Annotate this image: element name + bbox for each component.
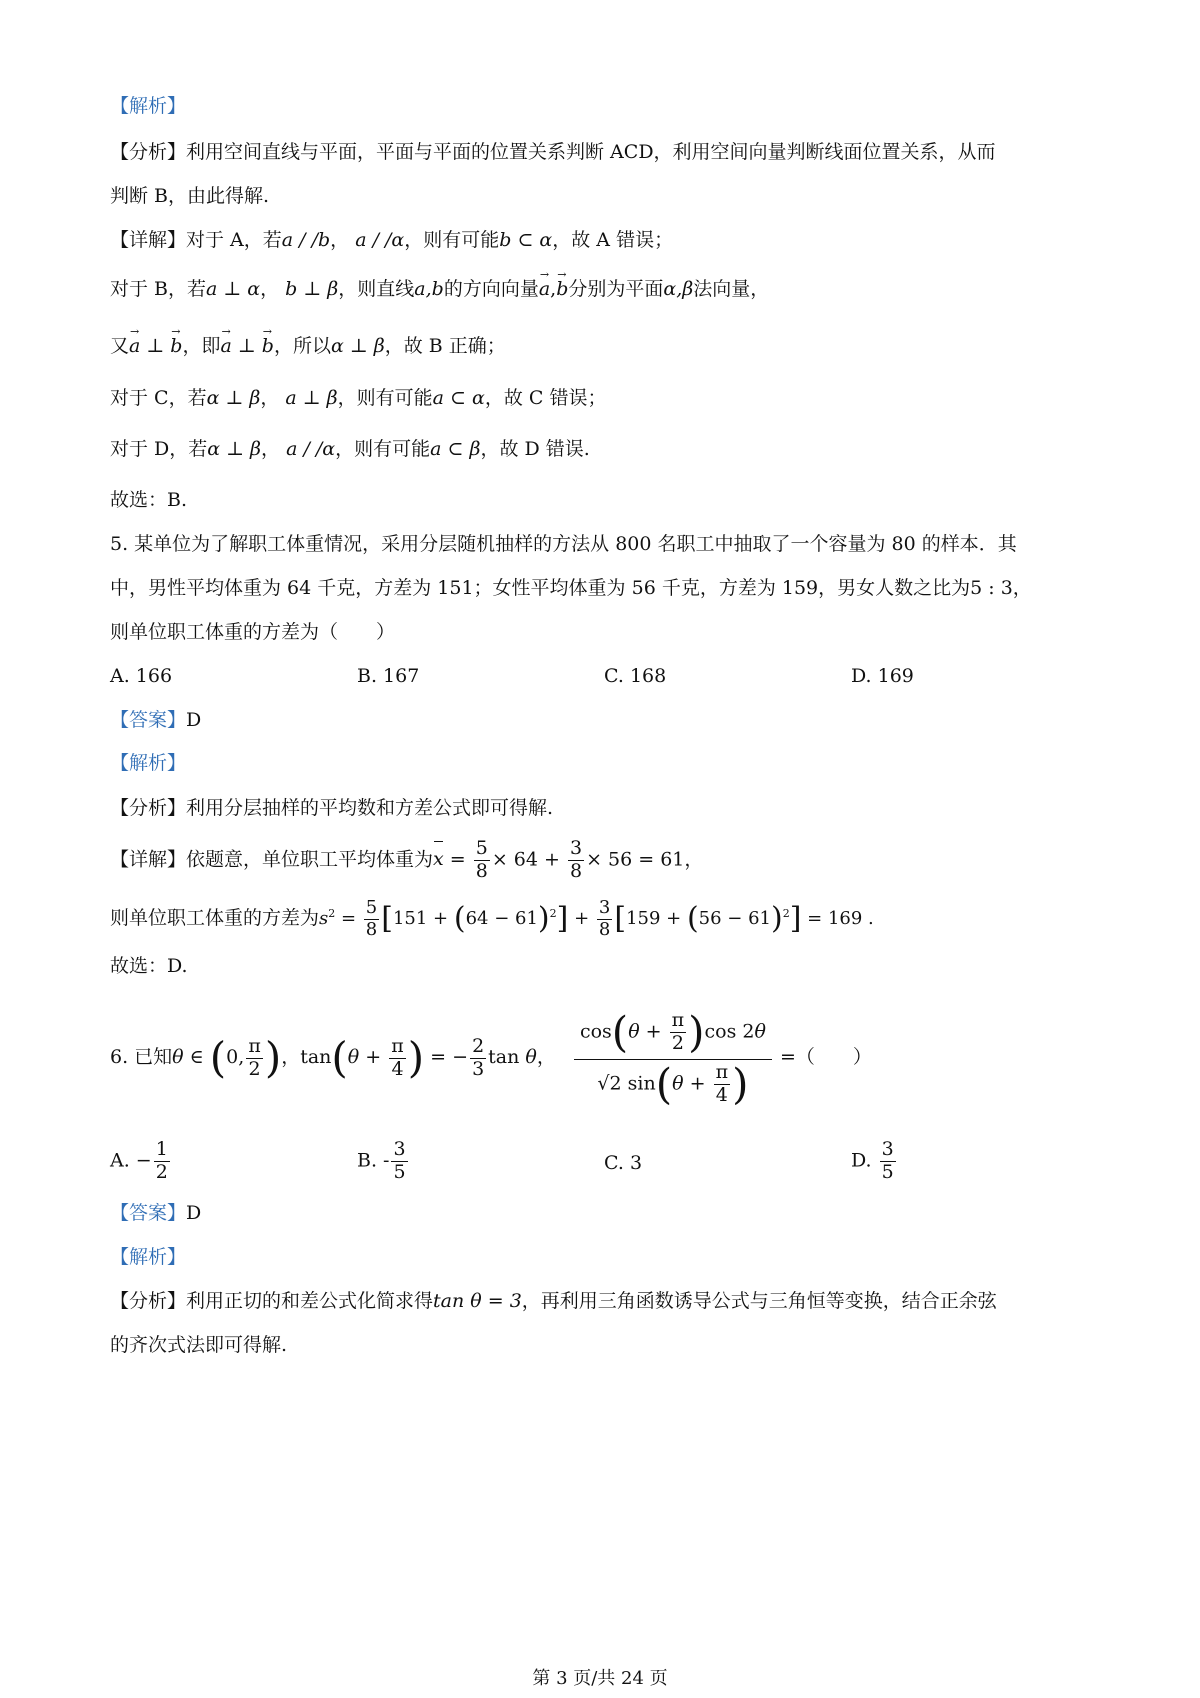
xiangjie-tag: 【详解】 (110, 229, 187, 251)
q5-option-c: C. 168 (604, 665, 667, 687)
q5-stem-line2: 中，男性平均体重为 64 千克，方差为 151；女性平均体重为 56 千克，方差为 159，男女人数之比为5 : 3， (110, 577, 1032, 599)
q4-analysis-line1 (110, 139, 996, 165)
q6-option-c: C. 3 (604, 1152, 643, 1174)
q5-answer: 【答案】D (110, 709, 202, 731)
jiexi-tag: 【解析】 (110, 95, 187, 117)
q6-jiexi-tag: 【解析】 (110, 1246, 187, 1268)
q4-detail-a: 【详解】对于 A，若a / /b， a / /α，则有可能b ⊂ α，故 A 错误； (110, 229, 674, 251)
q5-jiexi-tag: 【解析】 (110, 752, 187, 774)
q4-detail-b: 对于 B，若a ⊥ α， b ⊥ β，则直线a,b的方向向量→ a,→ b分别为平面α,β法向量， (110, 276, 769, 302)
q6-analysis-line2: 的齐次式法即可得解. (110, 1334, 288, 1356)
q5-option-a: A. 166 (110, 665, 173, 687)
q5-stem-line1: 5. 某单位为了解职工体重情况，采用分层随机抽样的方法从 800 名职工中抽取了一个容量为 80 的样本．其 (110, 533, 1017, 555)
q6-option-a: A. − $\frac{1}{2}$ (110, 1138, 168, 1183)
q6-answer: 【答案】D (110, 1202, 202, 1224)
q5-option-b: B. 167 (357, 665, 420, 687)
q4-detail-b2: 又→ a ⊥ → b，即→ a ⊥ → b，所以α ⊥ β，故 B 正确； (110, 333, 506, 359)
q4-detail-d: 对于 D，若α ⊥ β， a / /α，则有可能a ⊂ β，故 D 错误. (110, 438, 590, 460)
fenxi-tag: 【分析】 (110, 141, 187, 163)
q4-analysis-line2: 判断 B，由此得解. (110, 185, 270, 207)
q4-choice: 故选：B. (110, 489, 188, 511)
q6-option-d: D. $\frac{3}{5}$ (851, 1138, 894, 1183)
q5-detail-mean: 【详解】依题意，单位职工平均体重为x = $\frac{5}{8}$ × 64 + $\frac{3}{8}$ × 56 = 61， (110, 837, 704, 882)
vector-b: → b (556, 276, 568, 302)
q4-detail-c: 对于 C，若α ⊥ β， a ⊥ β，则有可能a ⊂ α，故 C 错误； (110, 387, 607, 409)
q5-analysis: 【分析】利用分层抽样的平均数和方差公式即可得解. (110, 797, 554, 819)
daan-tag: 【答案】 (110, 709, 187, 731)
vector-a: → a (539, 276, 550, 302)
q6-fraction: cos(θ + $\frac{\pi}{2}$ )cos 2θ √2 sin(θ + $\frac{\pi}{4}$ ) (574, 1010, 772, 1106)
q4-analysis-text1: 利用空间直线与平面，平面与平面的位置关系判断 ACD，利用空间向量判断线面位置关系，从而 (186, 141, 996, 163)
q6-option-b: B. - $\frac{3}{5}$ (357, 1138, 406, 1183)
q5-choice: 故选：D. (110, 955, 188, 977)
q6-stem: 6. 已知θ ∈ (0, $\frac{\pi}{2}$ )，tan(θ + $\frac{\pi}{4}$ ) = − $\frac{2}{3}$ tan θ， cos(θ + $\frac{\pi}{2}$ )cos 2θ √2 sin(θ + $\frac{\pi}{4}$ ) =（ ） (110, 1007, 872, 1109)
q5-option-d: D. 169 (851, 665, 914, 687)
q5-stem-line3: 则单位职工体重的方差为（ ） (110, 621, 396, 643)
q5-detail-variance: 则单位职工体重的方差为$s^2$ = $\frac{5}{8}$ $[151 + (64 - 61)^2]$ + $\frac{3}{8}$ $[159 + (56 - 61)^2] = 169$ . (110, 897, 874, 940)
page-footer: 第 3 页/共 24 页 (532, 1668, 668, 1689)
q6-analysis-line1: 【分析】利用正切的和差公式化简求得tan θ = 3，再利用三角函数诱导公式与三角恒等变换，结合正余弦 (110, 1290, 997, 1312)
